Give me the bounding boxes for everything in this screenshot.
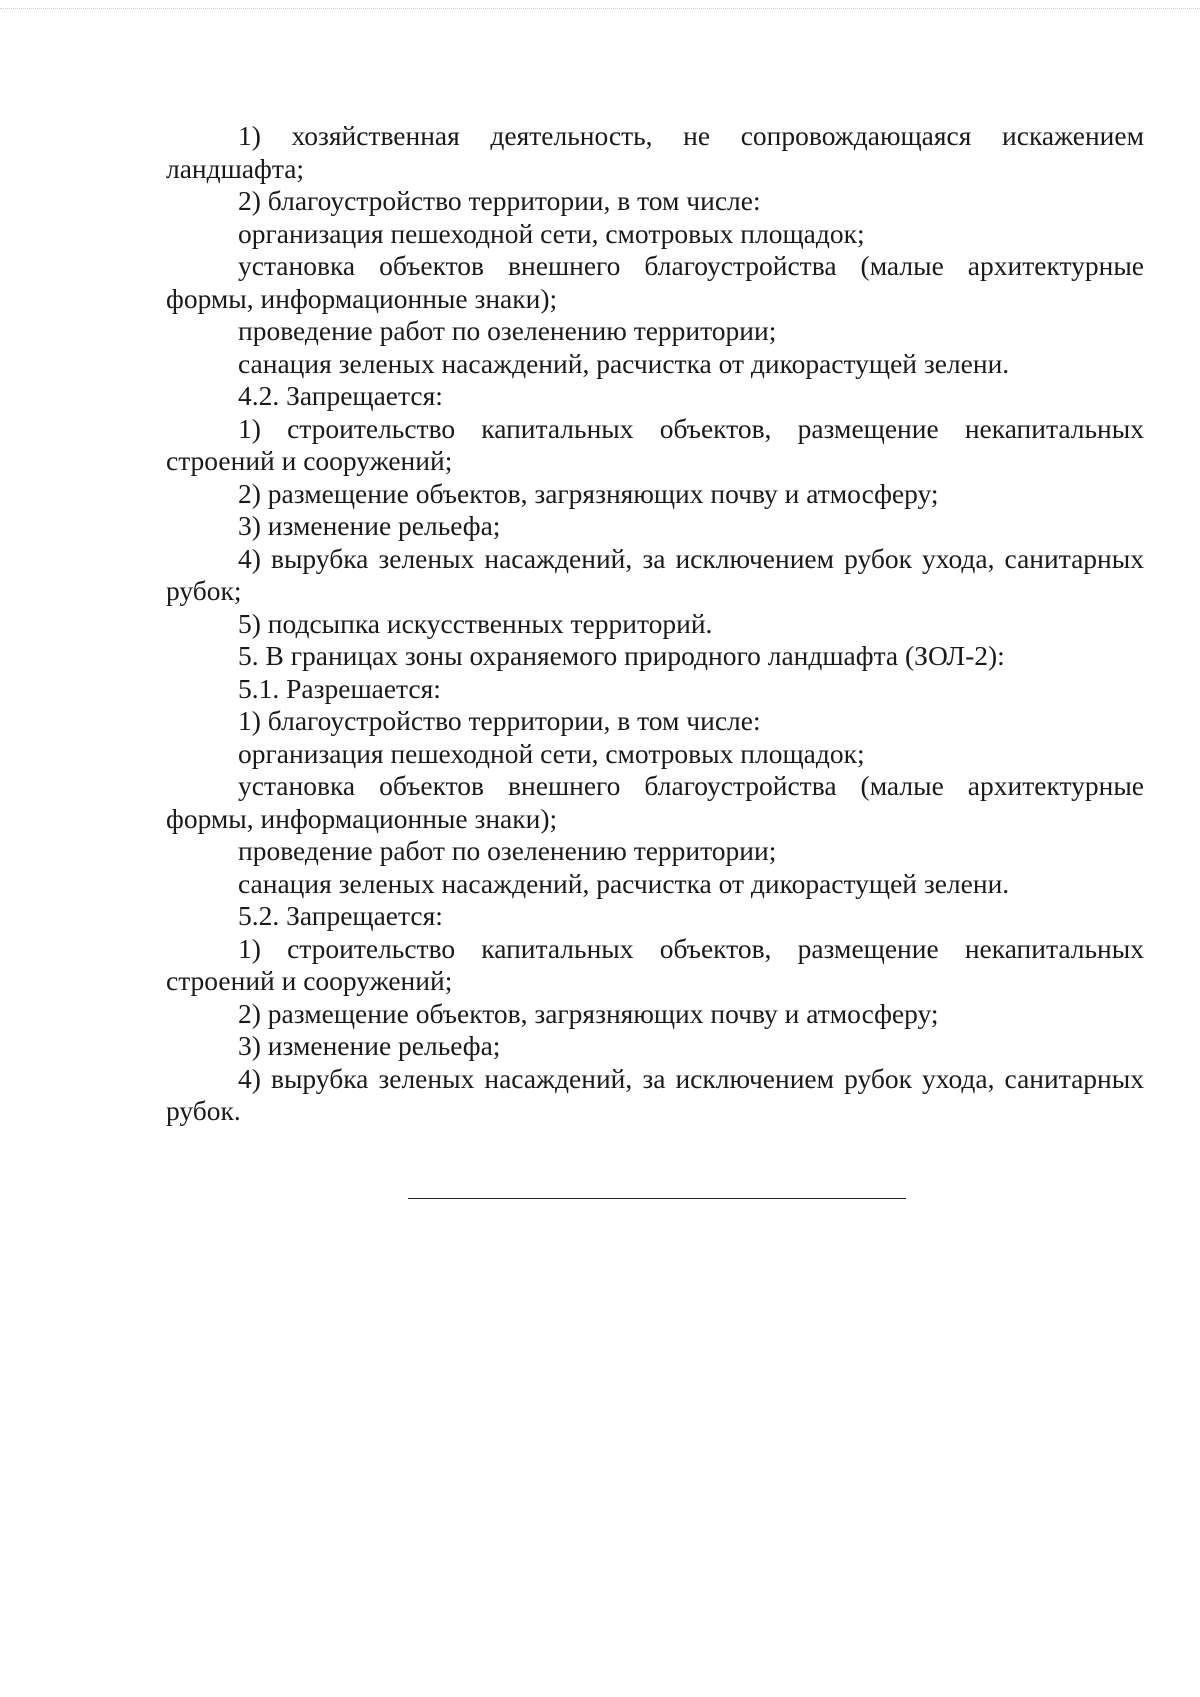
- paragraph: 1) строительство капитальных объектов, размещение некапитальных строений и сооружений;: [166, 412, 1144, 476]
- paragraph: установка объектов внешнего благоустройства (малые архитектурные формы, информационные знаки);: [166, 770, 1144, 834]
- paragraph: проведение работ по озеленению территории;: [238, 315, 777, 346]
- section-heading: 5. В границах зоны охраняемого природного ландшафта (ЗОЛ-2):: [238, 640, 1005, 671]
- paragraph: 3) изменение рельефа;: [238, 510, 501, 541]
- closing-separator-line: [408, 1198, 906, 1199]
- scan-edge-line: [0, 8, 1200, 9]
- paragraph: организация пешеходной сети, смотровых площадок;: [238, 737, 865, 769]
- paragraph: санация зеленых насаждений, расчистка от дикорастущей зелени.: [238, 347, 1010, 379]
- paragraph: 4) вырубка зеленых насаждений, за исключением рубок ухода, санитарных рубок;: [166, 542, 1144, 606]
- paragraph: санация зеленых насаждений, расчистка от дикорастущей зелени.: [238, 867, 1010, 899]
- paragraph: 1) строительство капитальных объектов, размещение некапитальных строений и сооружений;: [166, 932, 1144, 996]
- paragraph: организация пешеходной сети, смотровых площадок;: [238, 217, 865, 249]
- paragraph: 5) подсыпка искусственных территорий.: [238, 607, 713, 639]
- paragraph: 3) изменение рельефа;: [238, 1030, 501, 1061]
- section-heading: 5.1. Разрешается:: [238, 672, 441, 704]
- section-heading: 4.2. Запрещается:: [238, 380, 443, 411]
- section-heading: 5.2. Запрещается:: [238, 900, 443, 931]
- paragraph: 2) размещение объектов, загрязняющих почву и атмосферу;: [238, 997, 939, 1029]
- document-body: [166, 120, 1144, 1128]
- paragraph: 2) благоустройство территории, в том числе:: [238, 185, 761, 216]
- paragraph: 2) размещение объектов, загрязняющих почву и атмосферу;: [238, 477, 939, 509]
- paragraph: 1) благоустройство территории, в том числе:: [238, 705, 761, 736]
- paragraph: проведение работ по озеленению территории;: [238, 835, 777, 866]
- paragraph: 1) хозяйственная деятельность, не сопровождающаяся искажением ландшафта;: [166, 120, 1144, 184]
- paragraph: 4) вырубка зеленых насаждений, за исключением рубок ухода, санитарных рубок.: [166, 1062, 1144, 1126]
- paragraph: установка объектов внешнего благоустройства (малые архитектурные формы, информационные знаки);: [166, 250, 1144, 314]
